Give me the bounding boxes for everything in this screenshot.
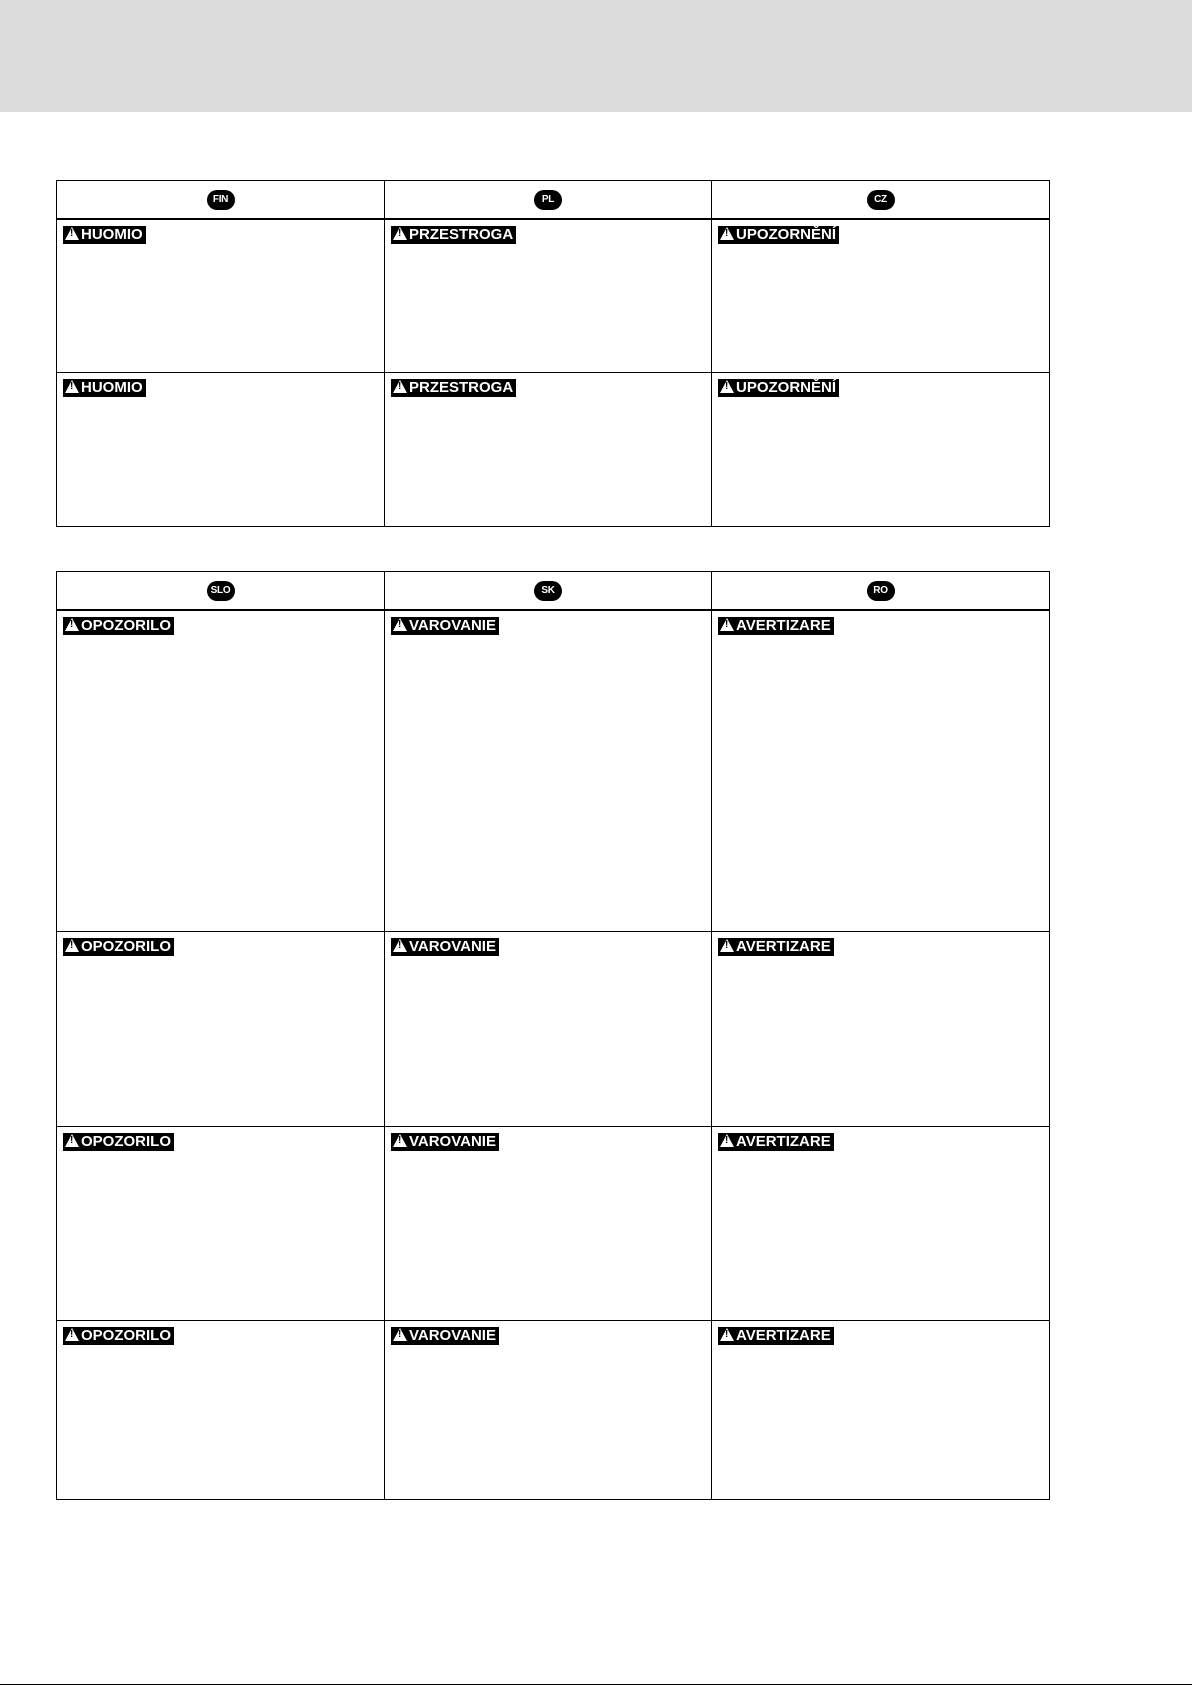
table-cell <box>385 932 712 1127</box>
table-cell <box>712 1127 1050 1321</box>
column-header-pl <box>385 181 712 219</box>
warning-label: ! VAROVANIE <box>391 1327 499 1345</box>
table-cell <box>57 219 385 373</box>
warning-triangle-icon <box>65 380 79 393</box>
warning-label: ! AVERTIZARE <box>718 617 834 635</box>
table-cell <box>385 1127 712 1321</box>
language-badge: FIN <box>207 190 235 210</box>
column-header-slo <box>57 572 385 610</box>
warning-triangle-icon <box>393 939 407 952</box>
table-row <box>57 219 1050 373</box>
warning-label: ! AVERTIZARE <box>718 1327 834 1345</box>
warning-triangle-icon <box>720 1134 734 1147</box>
language-badge: CZ <box>867 190 895 210</box>
table-cell <box>385 373 712 527</box>
column-header-fin <box>57 181 385 219</box>
warning-table-top <box>56 180 1050 527</box>
warning-label: ! PRZESTROGA <box>391 379 516 397</box>
table-cell <box>57 373 385 527</box>
table-cell <box>712 610 1050 932</box>
table-row <box>57 1321 1050 1500</box>
warning-label: !HUOMIO <box>63 379 146 397</box>
table-cell <box>385 1321 712 1500</box>
language-badge: PL <box>534 190 562 210</box>
table-row <box>57 932 1050 1127</box>
table-cell <box>57 610 385 932</box>
table-cell <box>712 1321 1050 1500</box>
warning-label: ! UPOZORNĚNÍ <box>718 379 839 397</box>
table-cell <box>57 1321 385 1500</box>
table-cell <box>712 932 1050 1127</box>
language-badge: SLO <box>207 581 235 601</box>
warning-triangle-icon <box>393 1328 407 1341</box>
language-badge: SK <box>534 581 562 601</box>
warning-triangle-icon <box>393 380 407 393</box>
warning-triangle-icon <box>393 227 407 240</box>
warning-triangle-icon <box>720 380 734 393</box>
warning-triangle-icon <box>65 939 79 952</box>
warning-triangle-icon <box>65 1328 79 1341</box>
warning-label: !OPOZORILO <box>63 1327 174 1345</box>
warning-label: ! VAROVANIE <box>391 617 499 635</box>
column-header-sk <box>385 572 712 610</box>
warning-triangle-icon <box>720 939 734 952</box>
warning-label: !OPOZORILO <box>63 938 174 956</box>
table-header-row <box>57 572 1050 610</box>
warning-triangle-icon <box>720 618 734 631</box>
language-badge: RO <box>867 581 895 601</box>
warning-label: ! VAROVANIE <box>391 1133 499 1151</box>
table-row <box>57 373 1050 527</box>
table-header-row <box>57 181 1050 219</box>
table-row <box>57 1127 1050 1321</box>
warning-label: ! PRZESTROGA <box>391 226 516 244</box>
warning-triangle-icon <box>720 227 734 240</box>
warning-triangle-icon <box>65 227 79 240</box>
warning-label: !OPOZORILO <box>63 617 174 635</box>
table-cell <box>385 610 712 932</box>
warning-triangle-icon <box>393 618 407 631</box>
warning-triangle-icon <box>65 1134 79 1147</box>
warning-label: !OPOZORILO <box>63 1133 174 1151</box>
table-cell <box>712 219 1050 373</box>
warning-table-bottom <box>56 571 1050 1500</box>
warning-label: ! AVERTIZARE <box>718 1133 834 1151</box>
warning-triangle-icon <box>720 1328 734 1341</box>
table-cell <box>712 373 1050 527</box>
warning-label: ! VAROVANIE <box>391 938 499 956</box>
warning-label: !HUOMIO <box>63 226 146 244</box>
header-band <box>0 0 1192 112</box>
column-header-ro <box>712 572 1050 610</box>
table-cell <box>57 932 385 1127</box>
column-header-cz <box>712 181 1050 219</box>
table-cell <box>57 1127 385 1321</box>
warning-triangle-icon <box>65 618 79 631</box>
warning-label: ! AVERTIZARE <box>718 938 834 956</box>
table-row <box>57 610 1050 932</box>
warning-label: ! UPOZORNĚNÍ <box>718 226 839 244</box>
warning-triangle-icon <box>393 1134 407 1147</box>
table-cell <box>385 219 712 373</box>
